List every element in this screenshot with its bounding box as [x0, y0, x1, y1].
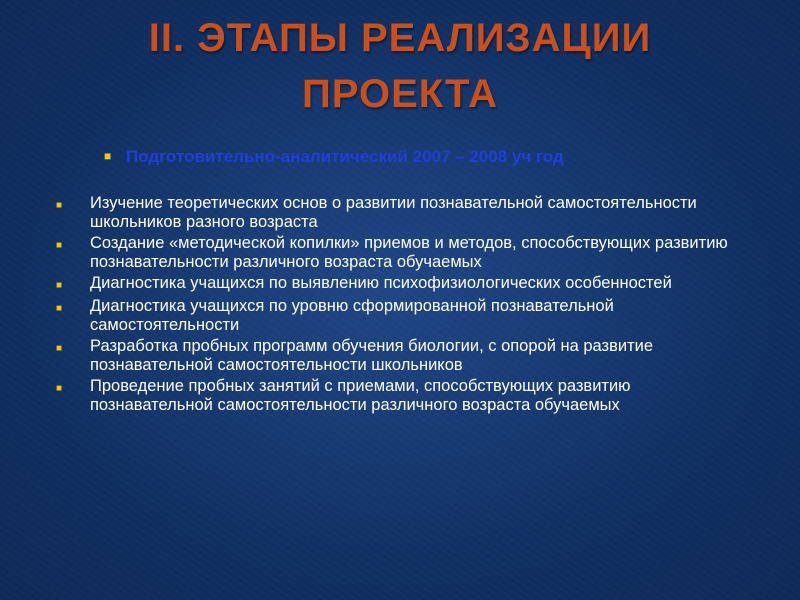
- list-item-text: Диагностика учащихся по уровню сформированной познавательной самостоятельности: [90, 297, 614, 334]
- square-bullet-icon: ■: [104, 149, 112, 163]
- list-item: [56, 337, 756, 375]
- stage-task-list: [56, 194, 756, 417]
- square-bullet-icon: ■: [56, 303, 63, 314]
- subtitle-row: [104, 146, 794, 168]
- slide-title-line-1: II. ЭТАПЫ РЕАЛИЗАЦИИ: [148, 16, 652, 60]
- list-item-text: Создание «методической копилки» приемов и методов, способствующих развитию познавательности различного возраста обучаемых: [90, 234, 728, 271]
- stage-subtitle: Подготовительно-аналитический 2007 – 2008 уч год: [126, 147, 564, 166]
- list-item: [56, 274, 756, 295]
- list-item: [56, 377, 756, 415]
- list-item-text: Проведение пробных занятий с приемами, способствующих развитию познавательной самостоятельности различного возраста обучаемых: [90, 377, 631, 414]
- slide-title-line-2: ПРОЕКТА: [302, 72, 498, 116]
- list-item: [56, 297, 756, 335]
- list-item-text: Диагностика учащихся по выявлению психофизиологических особенностей: [90, 274, 672, 292]
- list-item: [56, 194, 756, 232]
- square-bullet-icon: ■: [56, 280, 63, 291]
- square-bullet-icon: ■: [56, 383, 63, 394]
- list-item-text: Разработка пробных программ обучения биологии, с опорой на развитие познавательной самостоятельности школьников: [90, 337, 654, 374]
- square-bullet-icon: ■: [56, 240, 63, 251]
- list-item-text: Изучение теоретических основ о развитии познавательной самостоятельности школьников разного возраста: [90, 194, 697, 231]
- list-item: [56, 234, 756, 272]
- slide-title: [0, 10, 800, 122]
- square-bullet-icon: ■: [56, 200, 63, 211]
- square-bullet-icon: ■: [56, 343, 63, 354]
